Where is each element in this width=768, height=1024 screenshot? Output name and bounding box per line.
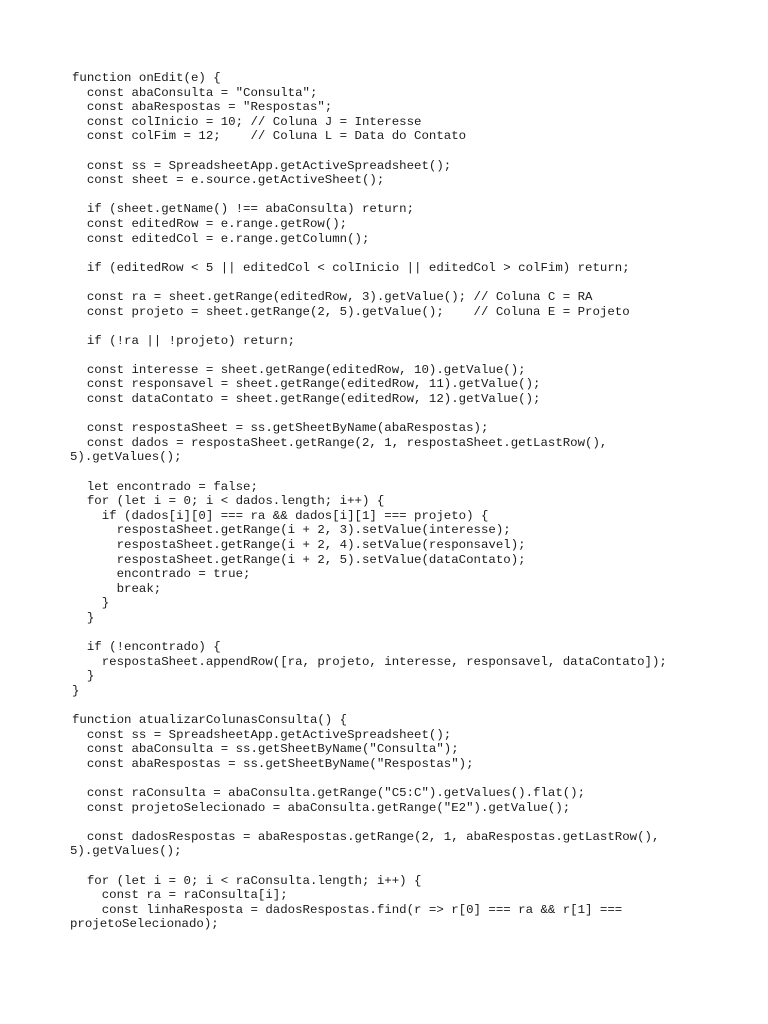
code-line: respostaSheet.appendRow([ra, projeto, interesse, responsavel, dataContato]); xyxy=(72,654,667,669)
code-line xyxy=(72,465,712,480)
code-line: } xyxy=(72,596,110,611)
code-line xyxy=(72,626,712,641)
code-line xyxy=(72,188,712,203)
code-line: const ra = sheet.getRange(editedRow, 3).getValue(); // Coluna C = RA xyxy=(72,289,593,304)
code-line xyxy=(72,815,712,830)
code-line: const raConsulta = abaConsulta.getRange("C5:C").getValues().flat(); xyxy=(72,786,586,801)
code-line: if (sheet.getName() !== abaConsulta) return; xyxy=(72,202,415,217)
code-line xyxy=(72,772,712,787)
code-line: const editedCol = e.range.getColumn(); xyxy=(72,231,370,246)
code-line: const ss = SpreadsheetApp.getActiveSpreadsheet(); xyxy=(72,727,452,742)
code-line: for (let i = 0; i < raConsulta.length; i++) { xyxy=(72,873,422,888)
code-line: const projeto = sheet.getRange(2, 5).getValue(); // Coluna E = Projeto xyxy=(72,304,630,319)
code-line: 5).getValues(); xyxy=(70,450,182,465)
code-line xyxy=(72,699,712,714)
code-line: respostaSheet.getRange(i + 2, 5).setValue(dataContato); xyxy=(72,552,526,567)
code-line xyxy=(72,246,712,261)
code-line xyxy=(72,275,712,290)
code-line: const sheet = e.source.getActiveSheet(); xyxy=(72,173,385,188)
code-line: function onEdit(e) { xyxy=(72,71,221,85)
code-line: const respostaSheet = ss.getSheetByName(abaRespostas); xyxy=(72,421,489,436)
code-line: respostaSheet.getRange(i + 2, 4).setValue(responsavel); xyxy=(72,538,526,552)
code-line: break; xyxy=(72,581,162,596)
code-line: } xyxy=(72,610,95,625)
code-line: } xyxy=(72,683,80,698)
code-line: const abaConsulta = "Consulta"; xyxy=(72,85,318,100)
code-line: const editedRow = e.range.getRow(); xyxy=(72,216,348,231)
code-line: if (!ra || !projeto) return; xyxy=(72,333,296,348)
code-line: projetoSelecionado); xyxy=(70,917,219,932)
code-line: if (dados[i][0] === ra && dados[i][1] === projeto) { xyxy=(72,508,489,523)
code-line: respostaSheet.getRange(i + 2, 3).setValue(interesse); xyxy=(72,523,511,538)
code-line: const linhaResposta = dadosRespostas.find(r => r[0] === ra && r[1] === xyxy=(72,902,623,917)
code-line: const projetoSelecionado = abaConsulta.getRange("E2").getValue(); xyxy=(72,800,571,815)
code-line: const abaRespostas = ss.getSheetByName("Respostas"); xyxy=(72,756,474,771)
code-line: const abaRespostas = "Respostas"; xyxy=(72,100,333,115)
code-line: const abaConsulta = ss.getSheetByName("Consulta"); xyxy=(72,742,459,757)
code-line: const ss = SpreadsheetApp.getActiveSpreadsheet(); xyxy=(72,158,452,173)
code-line xyxy=(72,319,712,334)
code-line xyxy=(72,859,712,874)
code-line: if (editedRow < 5 || editedCol < colInicio || editedCol > colFim) return; xyxy=(72,260,630,275)
code-line: if (!encontrado) { xyxy=(72,640,221,655)
code-line: 5).getValues(); xyxy=(70,844,182,859)
code-line: for (let i = 0; i < dados.length; i++) { xyxy=(72,494,385,509)
code-line: const ra = raConsulta[i]; xyxy=(72,888,288,903)
code-line xyxy=(72,407,712,422)
code-line: const colFim = 12; // Coluna L = Data do Contato xyxy=(72,129,467,144)
code-line: const dados = respostaSheet.getRange(2, 1, respostaSheet.getLastRow(), xyxy=(72,435,608,450)
code-line xyxy=(72,144,712,159)
code-line: encontrado = true; xyxy=(72,567,251,582)
code-line: const interesse = sheet.getRange(editedRow, 10).getValue(); xyxy=(72,362,526,377)
code-block xyxy=(72,71,712,932)
code-line: const colInicio = 10; // Coluna J = Interesse xyxy=(72,114,422,129)
code-line: const responsavel = sheet.getRange(editedRow, 11).getValue(); xyxy=(72,377,541,392)
code-line: let encontrado = false; xyxy=(72,479,258,494)
code-line: } xyxy=(72,669,95,684)
code-line: const dadosRespostas = abaRespostas.getRange(2, 1, abaRespostas.getLastRow(), xyxy=(72,829,660,844)
code-line xyxy=(72,348,712,363)
code-line: function atualizarColunasConsulta() { xyxy=(72,713,348,728)
code-line: const dataContato = sheet.getRange(editedRow, 12).getValue(); xyxy=(72,392,541,407)
